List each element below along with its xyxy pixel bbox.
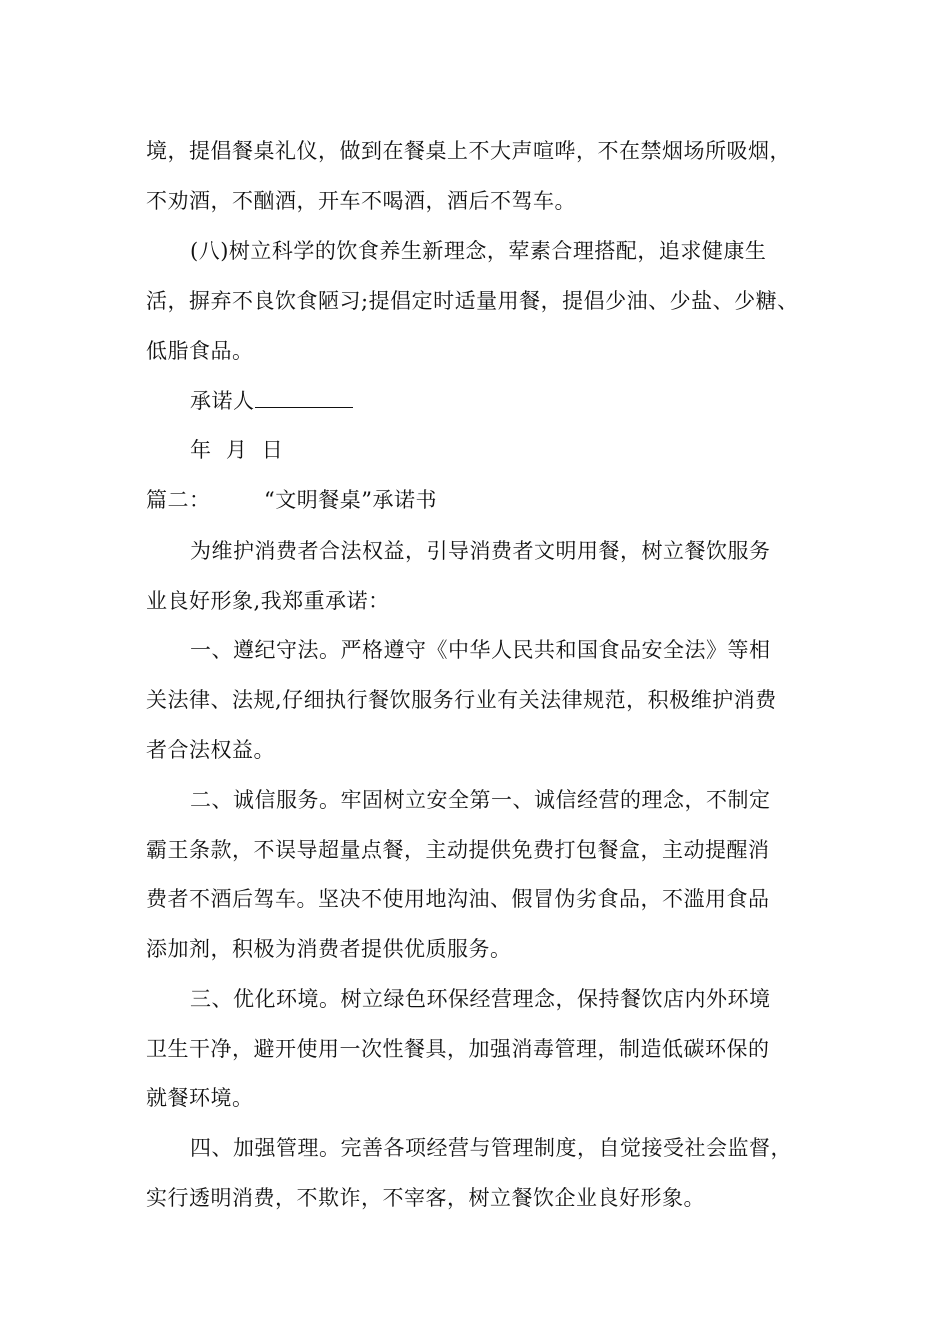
signature-line: [190, 386, 870, 416]
text-line: 一、遵纪守法。严格遵守《中华人民共和国食品安全法》等相: [190, 638, 771, 662]
text-line: 就餐环境。: [146, 1086, 254, 1110]
text-line: 低脂食品。: [146, 339, 254, 363]
text-line: 四、加强管理。完善各项经营与管理制度，自觉接受社会监督，: [190, 1136, 792, 1160]
text-line: 业良好形象,我郑重承诺：: [146, 589, 390, 613]
text-line: 境，提倡餐桌礼仪，做到在餐桌上不大声喧哗，不在禁烟场所吸烟，: [146, 139, 791, 163]
section-prefix: 篇二：: [146, 488, 211, 512]
signature-label: 承诺人: [190, 389, 255, 413]
text-line: 三、优化环境。树立绿色环保经营理念，保持餐饮店内外环境: [190, 987, 771, 1011]
section-heading: [146, 485, 826, 515]
text-line: (八)树立科学的饮食养生新理念，荤素合理搭配，追求健康生: [190, 239, 767, 263]
text-line: 实行透明消费，不欺诈，不宰客，树立餐饮企业良好形象。: [146, 1186, 705, 1210]
text-line: 霸王条款，不误导超量点餐，主动提供免费打包餐盒，主动提醒消: [146, 838, 770, 862]
text-line: 为维护消费者合法权益，引导消费者文明用餐，树立餐饮服务: [190, 539, 771, 563]
section-title: “文明餐桌”承诺书: [264, 488, 437, 512]
date-line: 年 月 日: [190, 438, 284, 462]
text-line: 活，摒弃不良饮食陋习;提倡定时适量用餐，提倡少油、少盐、少糖、: [146, 289, 799, 313]
text-line: 者合法权益。: [146, 738, 275, 762]
text-line: 二、诚信服务。牢固树立安全第一、诚信经营的理念，不制定: [190, 788, 771, 812]
signature-blank: [255, 389, 353, 408]
text-line: 不劝酒，不酗酒，开车不喝酒，酒后不驾车。: [146, 189, 576, 213]
text-line: 费者不酒后驾车。坚决不使用地沟油、假冒伪劣食品，不滥用食品: [146, 887, 770, 911]
text-line: 卫生干净，避开使用一次性餐具，加强消毒管理，制造低碳环保的: [146, 1037, 770, 1061]
text-line: 添加剂，积极为消费者提供优质服务。: [146, 937, 512, 961]
text-line: 关法律、法规,仔细执行餐饮服务行业有关法律规范，积极维护消费: [146, 688, 777, 712]
